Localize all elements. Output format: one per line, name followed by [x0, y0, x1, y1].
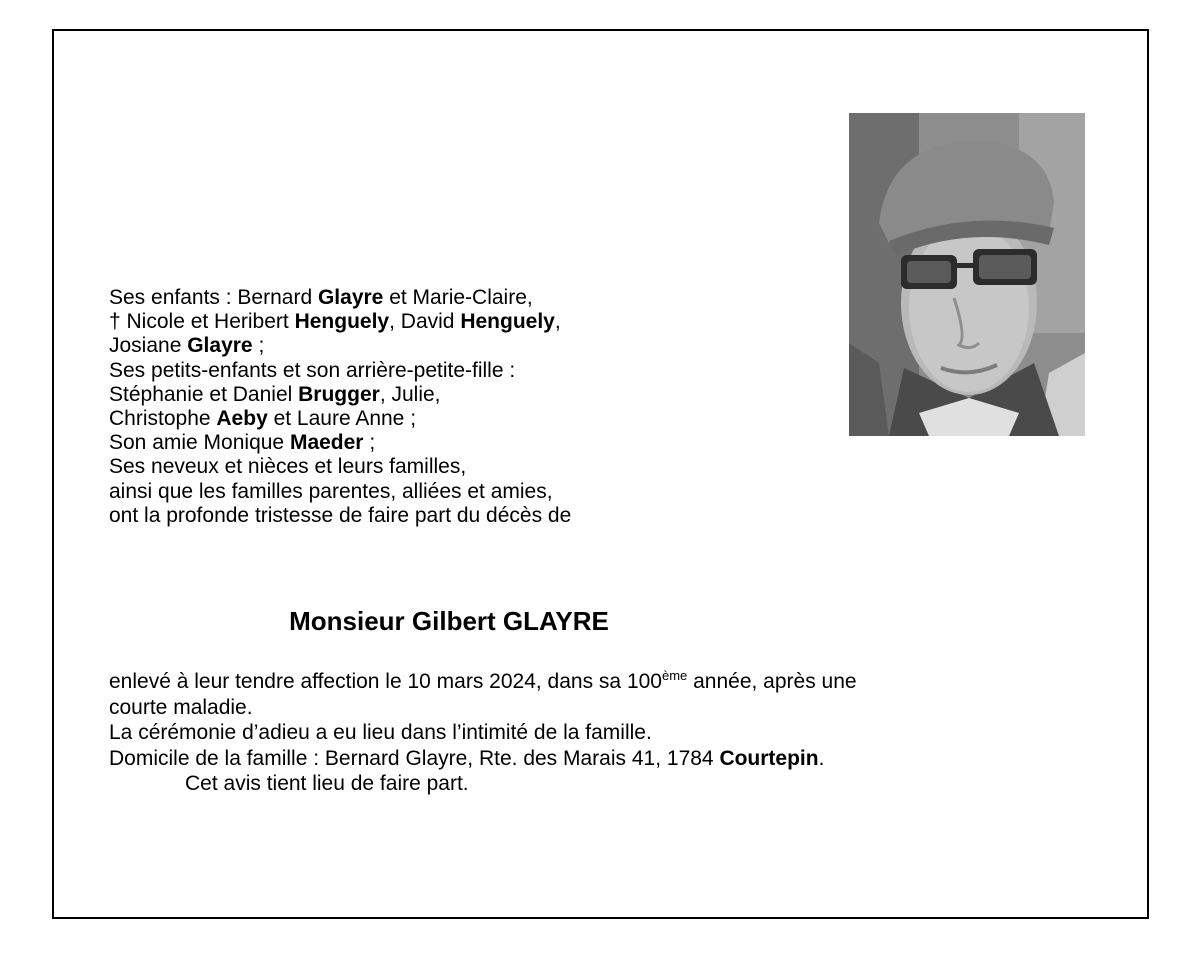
text-run: et Laure Anne ; [267, 407, 417, 431]
locality: Courtepin [719, 746, 819, 770]
family-line [109, 431, 571, 455]
text-run: , David [389, 310, 461, 334]
portrait-photo-icon [849, 113, 1085, 436]
details-line: Cet avis tient lieu de faire part. [185, 772, 469, 795]
text-run: et Marie-Claire, [383, 286, 533, 309]
text-run: Domicile de la famille : Bernard Glayre, Rte. des Marais 41, 1784 [109, 746, 720, 770]
details-line: La cérémonie d’adieu a eu lieu dans l’intimité de la famille. [109, 721, 652, 744]
family-line [109, 383, 571, 407]
text-run: Ses enfants : Bernard [109, 286, 318, 309]
portrait-photo [849, 113, 1085, 436]
text-run: , Julie, [379, 382, 441, 406]
family-line: Ses neveux et nièces et leurs familles, [109, 455, 467, 479]
surname: Aeby [216, 407, 268, 431]
ordinal-suffix: ème [661, 668, 688, 683]
death-details [109, 669, 857, 797]
family-line [109, 310, 571, 334]
surname: Glayre [187, 334, 253, 358]
family-announcement [109, 286, 571, 528]
details-line [109, 746, 857, 772]
details-line: courte maladie. [109, 695, 253, 719]
text-run: , [554, 310, 561, 334]
text-run: Son amie Monique [109, 431, 290, 455]
text-run: enlevé à leur tendre affection le 10 mars 2024, dans sa 100 [109, 670, 662, 693]
deceased-name: Monsieur Gilbert GLAYRE [289, 606, 609, 636]
text-run: . [818, 746, 825, 770]
details-line [109, 669, 857, 695]
surname: Maeder [289, 431, 364, 455]
surname: Henguely [294, 310, 390, 334]
text-run: ; [363, 431, 376, 455]
family-line: Ses petits-enfants et son arrière-petite-fille : [109, 358, 516, 382]
family-line [109, 286, 571, 310]
family-line: ainsi que les familles parentes, alliées et amies, [109, 479, 553, 503]
family-line [109, 407, 571, 431]
surname: Henguely [460, 310, 555, 334]
text-run: Josiane [109, 334, 188, 358]
text-run: Stéphanie et Daniel [109, 382, 299, 406]
text-run: Christophe [109, 407, 217, 431]
text-run: année, après une [687, 670, 857, 693]
deceased-name-heading [0, 606, 1204, 636]
text-run: † Nicole et Heribert [109, 310, 295, 334]
family-line: ont la profonde tristesse de faire part du décès de [109, 503, 572, 527]
surname: Brugger [298, 382, 380, 406]
text-run: ; [252, 334, 265, 358]
family-line [109, 334, 571, 358]
surname: Glayre [317, 286, 384, 309]
